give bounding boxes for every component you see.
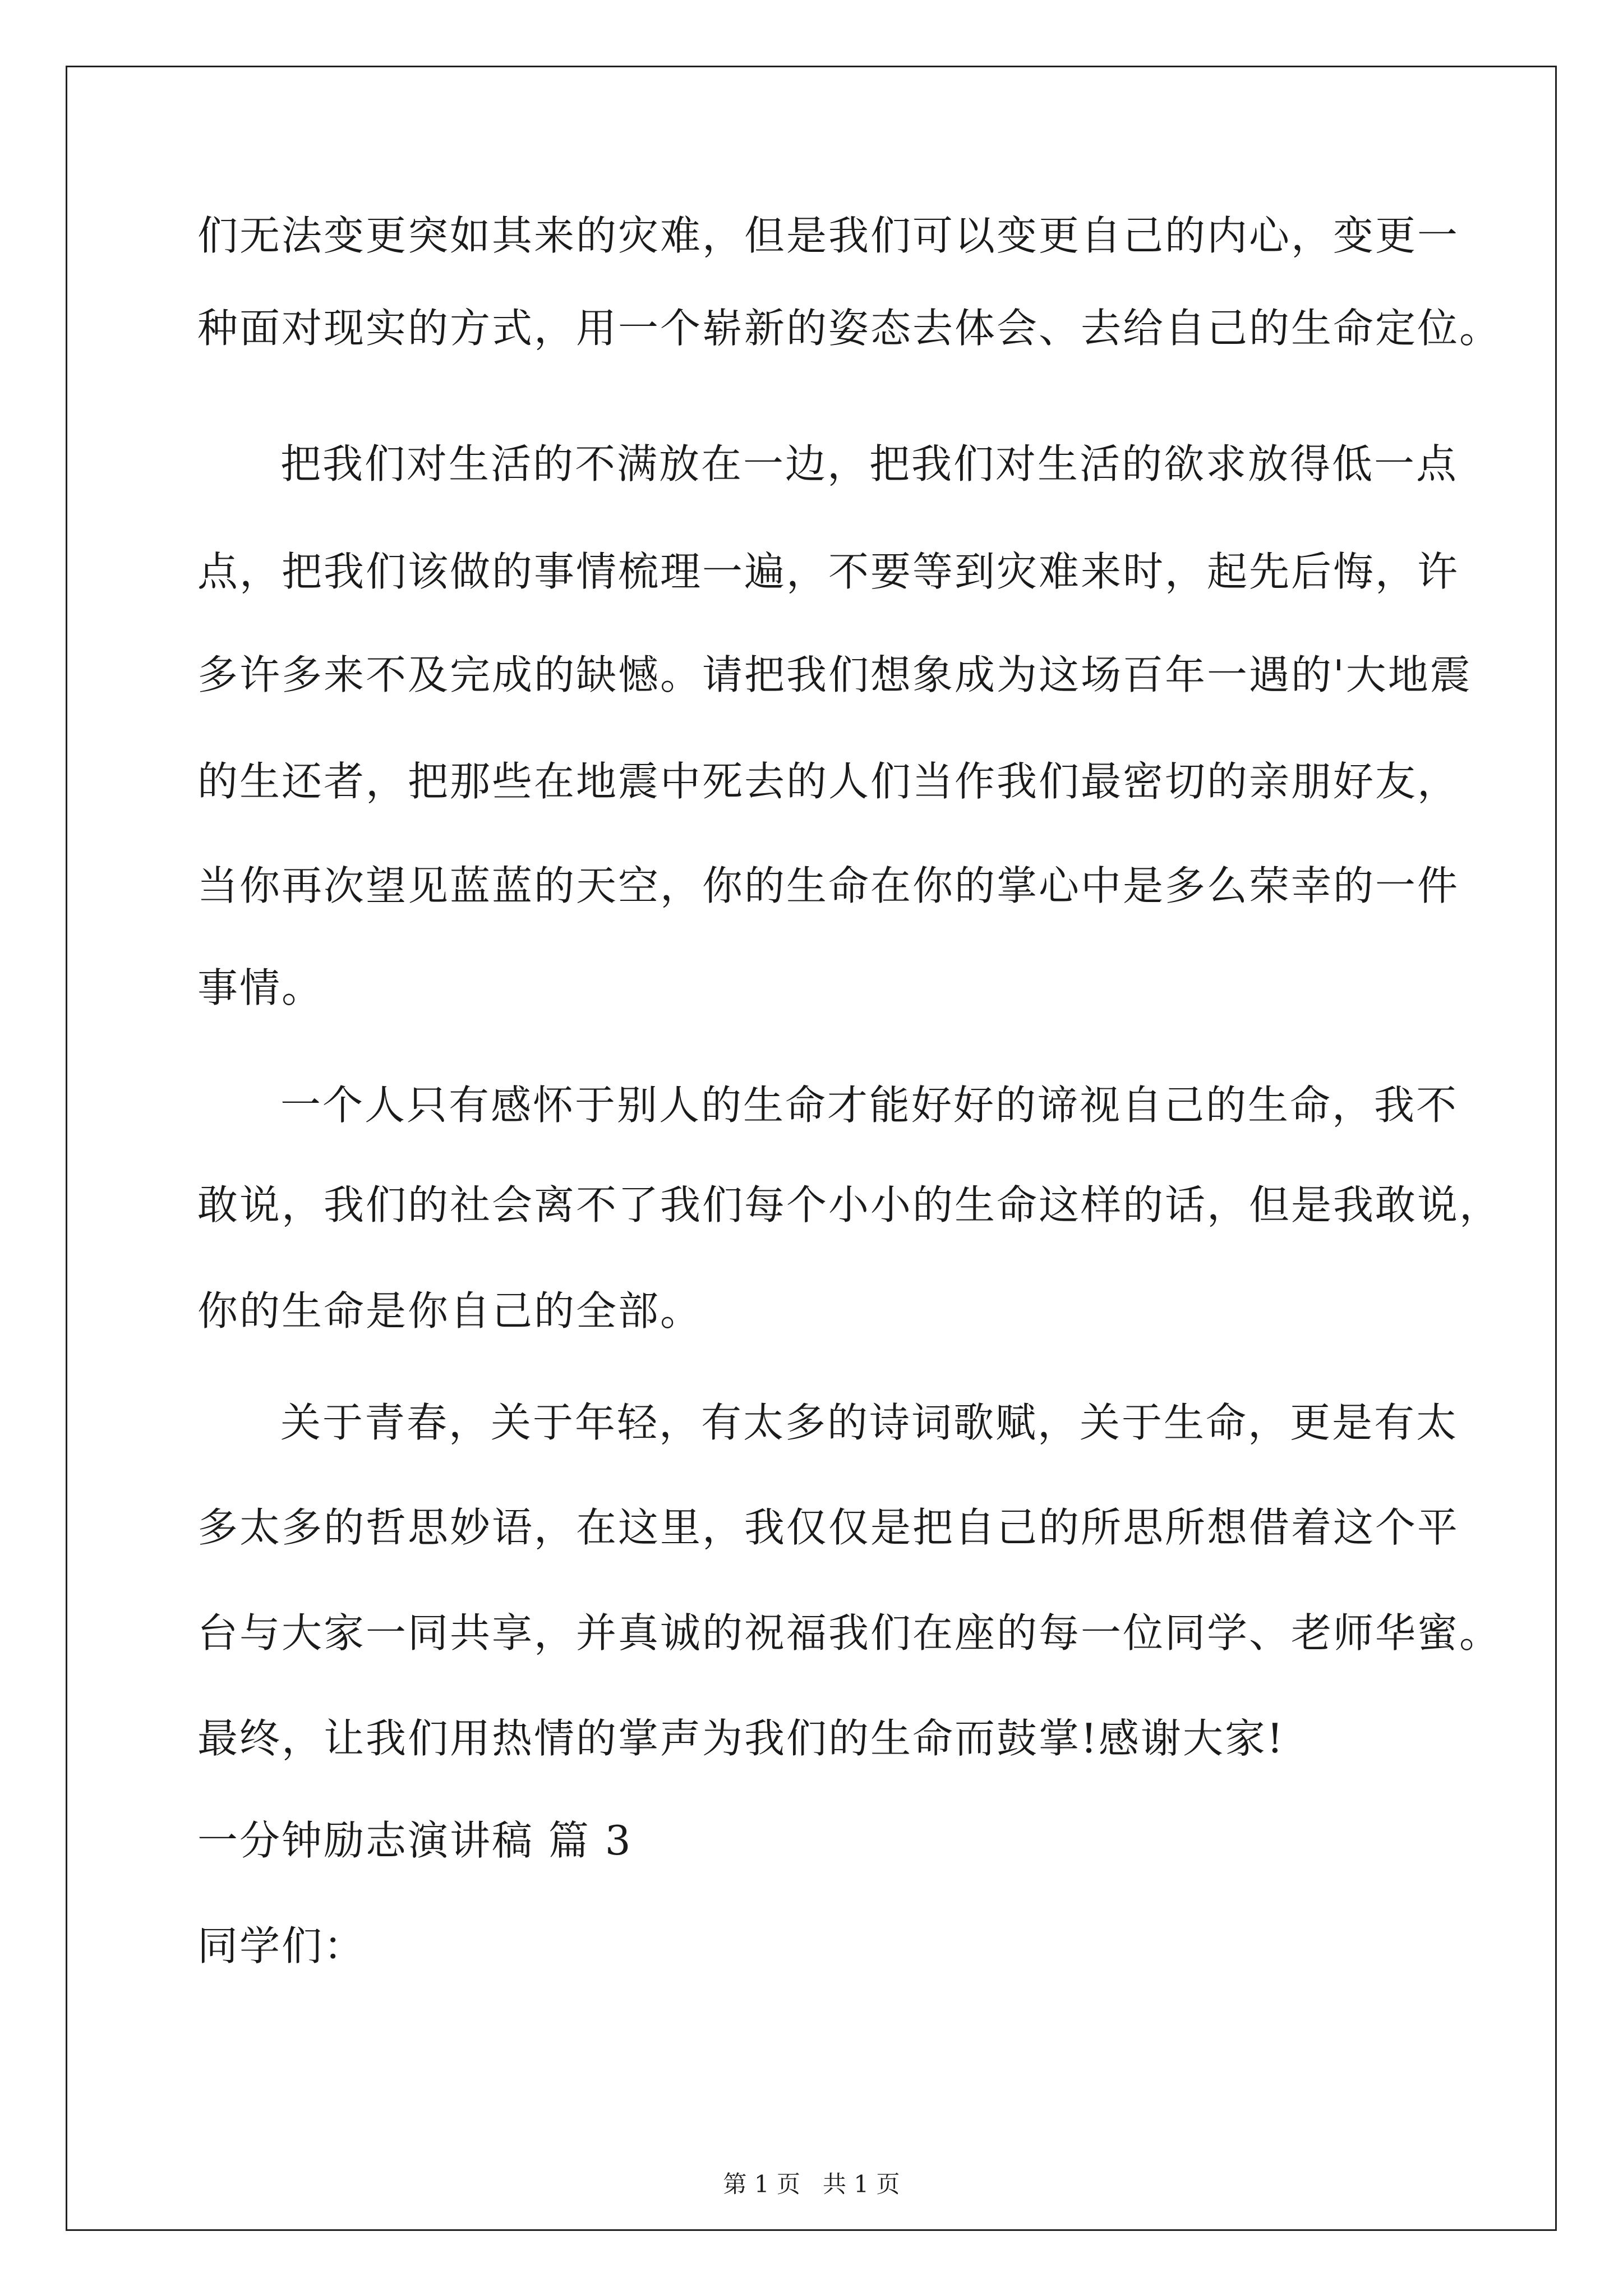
page-footer: 第 1 页 共 1 页 bbox=[723, 2170, 900, 2198]
text-line-1: 们无法变更突如其来的灾难，但是我们可以变更自己的内心，变更一 bbox=[197, 212, 1460, 259]
text-line-12: 关于青春，关于年轻，有太多的诗词歌赋，关于生命，更是有太 bbox=[280, 1399, 1459, 1446]
page-border bbox=[66, 66, 1557, 2231]
text-line-15: 最终，让我们用热情的掌声为我们的生命而鼓掌!感谢大家! bbox=[197, 1715, 1285, 1762]
text-line-5: 多许多来不及完成的缺憾。请把我们想象成为这场百年一遇的'大地震 bbox=[197, 651, 1472, 698]
text-line-14: 台与大家一同共享，并真诚的祝福我们在座的每一位同学、老师华蜜。 bbox=[197, 1609, 1502, 1657]
text-line-2: 种面对现实的方式，用一个崭新的姿态去体会、去给自己的生命定位。 bbox=[197, 305, 1502, 352]
salutation: 同学们： bbox=[197, 1922, 366, 1970]
text-line-8: 事情。 bbox=[197, 964, 324, 1011]
text-line-13: 多太多的哲思妙语，在这里，我仅仅是把自己的所思所想借着这个平 bbox=[197, 1504, 1460, 1551]
text-line-9: 一个人只有感怀于别人的生命才能好好的谛视自己的生命，我不 bbox=[280, 1082, 1459, 1129]
section-heading: 一分钟励志演讲稿 篇 3 bbox=[197, 1817, 633, 1864]
text-line-10: 敢说，我们的社会离不了我们每个小小的生命这样的话，但是我敢说， bbox=[197, 1181, 1502, 1228]
text-line-4: 点，把我们该做的事情梳理一遍，不要等到灾难来时，起先后悔，许 bbox=[197, 548, 1460, 595]
text-line-7: 当你再次望见蓝蓝的天空，你的生命在你的掌心中是多么荣幸的一件 bbox=[197, 862, 1460, 909]
text-line-11: 你的生命是你自己的全部。 bbox=[197, 1287, 703, 1335]
text-line-3: 把我们对生活的不满放在一边，把我们对生活的欲求放得低一点 bbox=[280, 440, 1459, 487]
text-line-6: 的生还者，把那些在地震中死去的人们当作我们最密切的亲朋好友， bbox=[197, 758, 1460, 805]
